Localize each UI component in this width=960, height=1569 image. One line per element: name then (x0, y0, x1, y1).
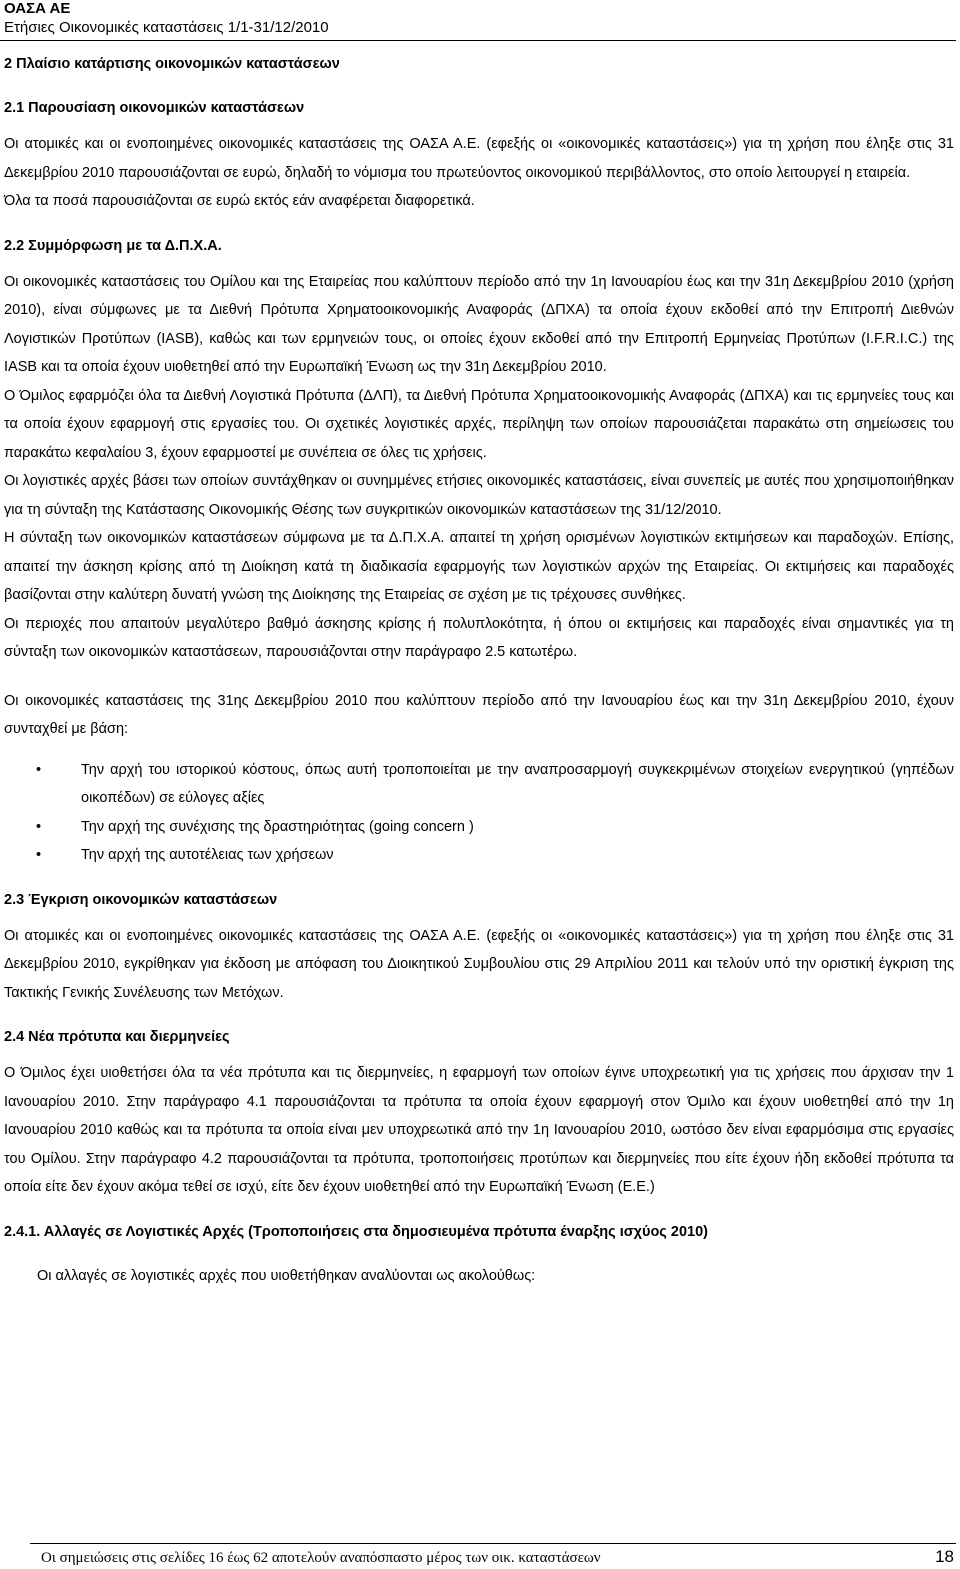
footer-divider (30, 1543, 956, 1544)
section-2-1-paragraph-2: Όλα τα ποσά παρουσιάζονται σε ευρώ εκτός εάν αναφέρεται διαφορετικά. (4, 193, 475, 209)
header-company: ΟΑΣΑ ΑΕ (4, 0, 71, 17)
section-2-3-paragraph-1: Οι ατομικές και οι ενοποιημένες οικονομικές καταστάσεις της ΟΑΣΑ Α.Ε. (εφεξής οι «οικονομικές καταστάσεις») για τη χρήση που έληξε στις 31 Δεκεμβρίου 2010, εγκρίθηκαν για έκδοση με απόφαση του Διοικητικού Συμβουλίου στις 29 Απριλίου 2011 και τελούν υπό την οριστική έγκριση της Τακτικής Γενικής Συνέλευσης των Μετόχων. (4, 927, 954, 1001)
list-item (4, 813, 954, 842)
list-item (4, 841, 954, 870)
section-2-title: 2 Πλαίσιο κατάρτισης οικονομικών καταστάσεων (4, 56, 340, 72)
section-2-1-paragraph-1: Οι ατομικές και οι ενοποιημένες οικονομικές καταστάσεις της ΟΑΣΑ Α.Ε. (εφεξής οι «οικονομικές καταστάσεις») για τη χρήση που έληξε στις 31 Δεκεμβρίου 2010 παρουσιάζονται σε ευρώ, δηλαδή το νόμισμα του πρωτεύοντος οικονομικού περιβάλλοντος, στο οποίο λειτουργεί η εταιρεία. (4, 136, 954, 181)
section-2-4-paragraph-1: Ο Όμιλος έχει υιοθετήσει όλα τα νέα πρότυπα και τις διερμηνείες, η εφαρμογή των οποίων έγινε υποχρεωτική για τις χρήσεις που άρχισαν την 1 Ιανουαρίου 2010. Στην παράγραφο 4.1 παρουσιάζονται τα πρότυπα τα οποία έχουν εφαρμογή στον Όμιλο και έχουν υιοθετηθεί από την 1η Ιανουαρίου 2010 καθώς και τα πρότυπα τα οποία είναι μεν υποχρεωτικά από την 1η Ιανουαρίου 2010, ωστόσο δεν είναι εφαρμόσιμα στις εργασίες του Ομίλου. Στην παράγραφο 4.2 παρουσιάζονται τα πρότυπα, τροποποιήσεις προτύπων και διερμηνείες που είτε έχουν ήδη εκδοθεί πρότυπα τα οποία είτε δεν έχουν ακόμα τεθεί σε ισχύ, είτε δεν έχουν υιοθετηθεί από την Ευρωπαϊκή Ένωση (Ε.Ε.) (4, 1065, 954, 1195)
section-2-1-title: 2.1 Παρουσίαση οικονομικών καταστάσεων (4, 100, 305, 116)
document-body (4, 54, 954, 1290)
section-2-4-1-paragraph-1: Οι αλλαγές σε λογιστικές αρχές που υιοθετήθηκαν αναλύονται ως ακολούθως: (37, 1267, 536, 1284)
section-2-2-paragraph-3: Οι λογιστικές αρχές βάσει των οποίων συντάχθηκαν οι συνημμένες ετήσιες οικονομικές καταστάσεις, είναι συνεπείς με αυτές που χρησιμοποιήθηκαν για τη σύνταξη της Κατάστασης Οικονομικής Θέσης των συγκριτικών οικονομικών καταστάσεων της 31/12/2010. (4, 473, 954, 518)
list-item (4, 756, 954, 813)
list-item-text: Την αρχή του ιστορικού κόστους, όπως αυτή τροποποιείται με την αναπροσαρμογή συγκεκριμένων στοιχείων ενεργητικού (γηπέδων οικοπέδων) σε εύλογες αξίες (81, 761, 954, 806)
header-subtitle: Ετήσιες Οικονομικές καταστάσεις 1/1-31/12/2010 (4, 19, 329, 36)
page-number: 18 (935, 1547, 954, 1566)
section-2-4-title: 2.4 Νέα πρότυπα και διερμηνείες (4, 1029, 230, 1045)
section-2-2-paragraph-2: Ο Όμιλος εφαρμόζει όλα τα Διεθνή Λογιστικά Πρότυπα (ΔΛΠ), τα Διεθνή Πρότυπα Χρηματοοικονομικής Αναφοράς (ΔΠΧΑ) και τις ερμηνείες τους και τα οποία έχουν εφαρμογή στις εργασίες του. Οι σχετικές λογιστικές αρχές, περίληψη των οποίων παρουσιάζεται παρακάτω στη σημείωσεις του παρακάτω κεφαλαίου 3, έχουν εφαρμοστεί με συνέπεια σε όλες τις χρήσεις. (4, 387, 954, 461)
page-header (4, 0, 944, 38)
bullet-icon: • (36, 847, 42, 863)
list-item-text: Την αρχή της αυτοτέλειας των χρήσεων (81, 847, 334, 863)
section-2-3-title: 2.3 Έγκριση οικονομικών καταστάσεων (4, 891, 278, 908)
footer-note: Οι σημειώσεις στις σελίδες 16 έως 62 αποτελούν αναπόσπαστο μέρος των οικ. καταστάσεων (41, 1550, 601, 1566)
bullet-icon: • (36, 818, 42, 835)
basis-list (4, 756, 954, 870)
list-item-text: Την αρχή της συνέχισης της δραστηριότητας (going concern ) (81, 818, 474, 835)
section-2-2-paragraph-5: Οι περιοχές που απαιτούν μεγαλύτερο βαθμό άσκησης κρίσης ή πολυπλοκότητα, ή όπου οι εκτιμήσεις και παραδοχές είναι σημαντικές για τη σύνταξη των οικονομικών καταστάσεων, παρουσιάζονται στην παράγραφο 2.5 κατωτέρω. (4, 615, 954, 660)
section-2-2-paragraph-6: Οι οικονομικές καταστάσεις της 31ης Δεκεμβρίου 2010 που καλύπτουν περίοδο από την Ιανουαρίου έως και την 31η Δεκεμβρίου 2010, έχουν συνταχθεί με βάση: (4, 692, 954, 737)
section-2-2-title: 2.2 Συμμόρφωση με τα Δ.Π.Χ.Α. (4, 237, 222, 254)
section-2-2-paragraph-4: Η σύνταξη των οικονομικών καταστάσεων σύμφωνα με τα Δ.Π.Χ.Α. απαιτεί τη χρήση ορισμένων λογιστικών εκτιμήσεων και παραδοχών. Επίσης, απαιτεί την άσκηση κρίσης από τη Διοίκηση κατά τη διαδικασία εφαρμογής των λογιστικών αρχών της Εταιρείας. Οι εκτιμήσεις και παραδοχές βασίζονται στην καλύτερη δυνατή γνώση της Διοίκησης της Εταιρείας σε σχέση με τις τρέχουσες συνθήκες. (4, 530, 954, 603)
bullet-icon: • (36, 761, 42, 778)
header-divider (0, 40, 956, 41)
section-2-2-paragraph-1: Οι οικονομικές καταστάσεις του Ομίλου και της Εταιρείας που καλύπτουν περίοδο από την 1η Ιανουαρίου έως και την 31η Δεκεμβρίου 2010 (χρήση 2010), είναι σύμφωνες με τα Διεθνή Πρότυπα Χρηματοοικονομικής Αναφοράς (ΔΠΧΑ) τα οποία έχουν εκδοθεί από την Επιτροπή Διεθνών Λογιστικών Προτύπων (IASB), καθώς και των ερμηνειών τους, οι οποίες έχουν εκδοθεί από την Επιτροπή Ερμηνείας Προτύπων (I.F.R.I.C.) της IASB και τα οποία έχουν υιοθετηθεί από την Ευρωπαϊκή Ένωση ως την 31η Δεκεμβρίου 2010. (4, 273, 954, 375)
section-2-4-1-title: 2.4.1. Αλλαγές σε Λογιστικές Αρχές (Τροποποιήσεις στα δημοσιευμένα πρότυπα έναρξης ισχύος 2010) (4, 1223, 708, 1240)
